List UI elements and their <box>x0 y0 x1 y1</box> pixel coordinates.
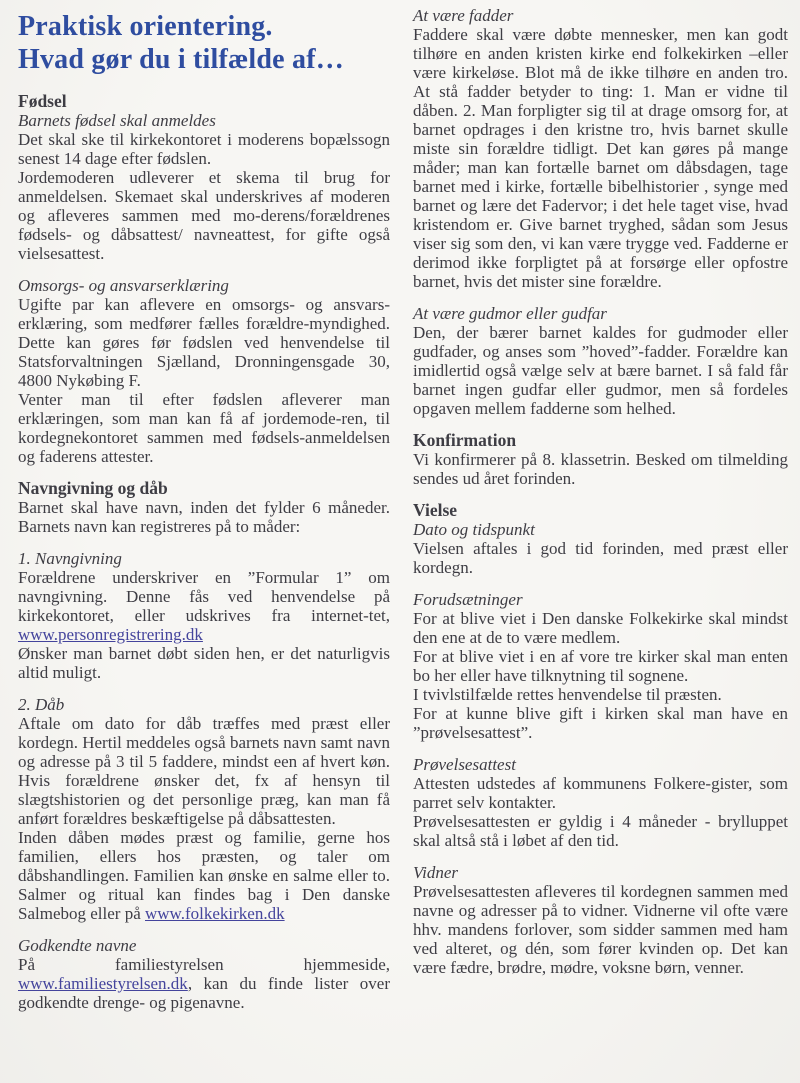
paragraph <box>18 828 390 923</box>
title-line-2: Hvad gør du i tilfælde af… <box>18 44 344 75</box>
paragraph: Det skal ske til kirkekontoret i moderens bopælssogn senest 14 dage efter fødslen. <box>18 130 390 168</box>
paragraph-text: På familiestyrelsen hjemmeside, <box>18 955 390 974</box>
konfirmation-heading: Konfirmation <box>413 430 517 450</box>
paragraph: Prøvelsesattesten er gyldig i 4 måneder - brylluppet skal altså stå i løbet af den tid. <box>413 812 788 850</box>
section-navngivning-og-daab <box>18 479 390 536</box>
daab-subheading: 2. Dåb <box>18 695 65 714</box>
personregistrering-link[interactable]: www.personregistrering.dk <box>18 625 203 644</box>
section-proevelsesattest <box>413 755 788 850</box>
paragraph: Barnet skal have navn, inden det fylder 6 måneder. Barnets navn kan registreres på to måder: <box>18 498 390 536</box>
folkekirken-link[interactable]: www.folkekirken.dk <box>145 904 285 923</box>
paragraph <box>18 568 390 644</box>
section-vidner <box>413 863 788 977</box>
paragraph: Vielsen aftales i god tid forinden, med præst eller kordegn. <box>413 539 788 577</box>
section-godkendte-navne <box>18 936 390 1012</box>
paragraph: Jordemoderen udleverer et skema til brug for anmeldelsen. Skemaet skal underskrives af moderen og afleveres sammen med mo-derens/forældrenes fødsels- og dåbsattest/ navneattest, for gifte også vielsesattest. <box>18 168 390 263</box>
section-konfirmation <box>413 431 788 488</box>
paragraph: Aftale om dato for dåb træffes med præst eller kordegn. Hertil meddeles også barnets navn samt navn og adresse på 3 til 5 faddere, mindst een af hvert køn. Hvis forældrene ønsker det, fx af hensyn til slægtshistorien og det personlige præg, kan man få anført forældres beskæftigelse på dåbsattesten. <box>18 714 391 828</box>
section-fodsel <box>18 92 390 263</box>
paragraph: For at blive viet i en af vore tre kirker skal man enten bo her eller have tilknytning til sognene. <box>413 647 788 685</box>
paragraph: Prøvelsesattesten afleveres til kordegnen sammen med navne og adresser på to vidner. Vidnerne vil ofte være hhv. mandens forlover, som sidder sammen med ham ved alteret, og dén, som fører kvinden op. Det kan være fædre, brødre, mødre, voksne børn, venner. <box>413 882 788 977</box>
familiestyrelsen-link[interactable]: www.familiestyrelsen.dk <box>18 974 188 993</box>
navngivning-subheading: 1. Navngivning <box>18 549 122 568</box>
paragraph: Vi konfirmerer på 8. klassetrin. Besked om tilmelding sendes ud året forinden. <box>413 450 788 488</box>
document-title <box>18 10 390 76</box>
paragraph: I tvivlstilfælde rettes henvendelse til præsten. <box>413 685 722 704</box>
paragraph: For at blive viet i Den danske Folkekirke skal mindst den ene at de to være medlem. <box>413 609 788 647</box>
paragraph: Attesten udstedes af kommunens Folkere-gister, som parret selv kontakter. <box>413 774 788 812</box>
vielse-heading: Vielse <box>413 500 458 520</box>
paragraph-text: Inden dåben mødes præst og familie, gerne hos familien, ellers hos præsten, og taler om dåbshandlingen. Familien kan ønske en salme eller to. Salmer og ritual kan findes bag i Den danske Salmebog eller på <box>18 828 390 923</box>
paragraph: For at kunne blive gift i kirken skal man have en ”prøvelsesattest”. <box>413 704 788 742</box>
dato-tidspunkt-subheading: Dato og tidspunkt <box>413 520 535 539</box>
omsorg-subheading: Omsorgs- og ansvarserklæring <box>18 276 229 295</box>
fadder-subheading: At være fadder <box>413 6 514 25</box>
paragraph: Ugifte par kan aflevere en omsorgs- og ansvars-erklæring, som medfører fælles forældre-myndighed. Dette kan gøres før fødslen ved henvendelse til Statsforvaltningen Sjælland, Dronningensgade 30, 4800 Nykøbing F. <box>18 295 390 390</box>
forudsaetninger-subheading: Forudsætninger <box>413 590 523 609</box>
navngivning-daab-heading: Navngivning og dåb <box>18 478 168 498</box>
paragraph: Ønsker man barnet døbt siden hen, er det naturligvis altid muligt. <box>18 644 390 682</box>
godkendte-navne-subheading: Godkendte navne <box>18 936 137 955</box>
section-omsorg <box>18 276 390 466</box>
section-daab <box>18 695 390 923</box>
vidner-subheading: Vidner <box>413 863 459 882</box>
section-fadder <box>413 6 788 291</box>
paragraph-text: Forældrene underskriver en ”Formular 1” om navngivning. Denne fås ved henvendelse på kirkekontoret, eller udskrives fra internet-tet, <box>18 568 390 625</box>
section-vielse <box>413 501 788 577</box>
paragraph: Faddere skal være døbte mennesker, men kan godt tilhøre en anden kristen kirke end folkekirken –eller være kirkeløse. Blot må de ikke tilhøre en anden tro. At stå fadder betyder to ting: 1. Man er vidne til dåben. 2. Man forpligter sig til at drage omsorg for, at barnet opdrages i den kristne tro, hvis barnet skulle miste sin forældre tidligt. Det kan gøres på mange måder; man kan fortælle barnet om dåbsdagen, tage barnet med i kirke, fortælle bibelhistorier , synge med barnet og lære det Fadervor; i det hele taget vise, hvad kristendom er. Give barnet tryghed, sådan som Jesus viser sig som den, vi kan være trygge ved. Fadderne er derimod ikke forpligtet på at forsørge eller opfostre barnet, hvis det mister sine forældre. <box>413 25 788 291</box>
paragraph-text: , kan du finde lister over godkendte drenge- og pigenavne. <box>18 974 390 1012</box>
section-gudmor-gudfar <box>413 304 788 418</box>
title-line-1: Praktisk orientering. <box>18 11 273 42</box>
fodsel-heading: Fødsel <box>18 91 67 111</box>
paragraph: Den, der bærer barnet kaldes for gudmoder eller gudfader, og anses som ”hoved”-fadder. Forældre kan imidlertid også vælge selv at bære barnet. I så fald får barnet ingen gudfar eller gudmor, men så fordeles opgaven mellem fadderne som helhed. <box>413 323 788 418</box>
proevelsesattest-subheading: Prøvelsesattest <box>413 755 516 774</box>
section-forudsaetninger <box>413 590 788 742</box>
fodsel-subheading: Barnets fødsel skal anmeldes <box>18 111 216 130</box>
paragraph: Venter man til efter fødslen afleverer man erklæringen, som man kan få af jordemode-ren, til kordegnekontoret sammen med fødsels-anmeldelsen og faderens attester. <box>18 390 390 466</box>
section-navngivning <box>18 549 390 682</box>
right-column <box>413 6 788 1012</box>
left-column <box>18 6 390 1012</box>
paragraph <box>18 955 390 1012</box>
gudmor-subheading: At være gudmor eller gudfar <box>413 304 607 323</box>
